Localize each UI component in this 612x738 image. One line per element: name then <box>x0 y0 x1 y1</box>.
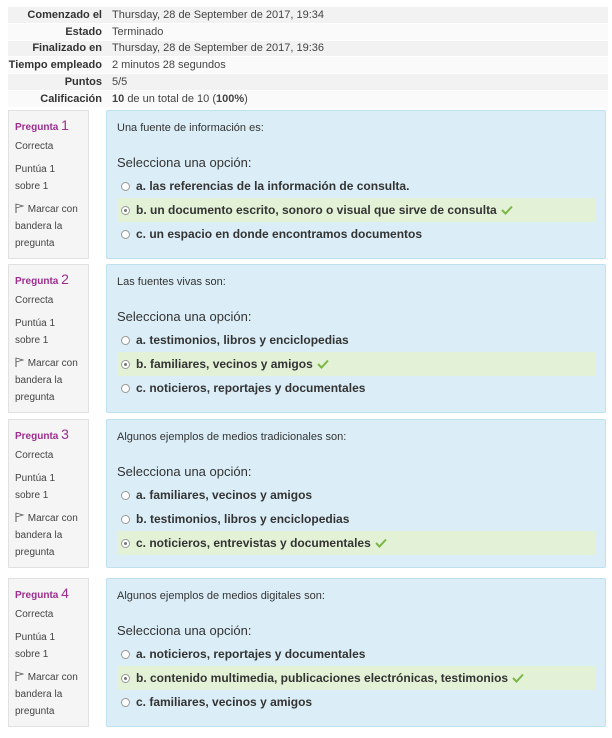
grade-middle: de un total de 10 ( <box>127 92 216 105</box>
answer-option[interactable] <box>117 174 595 198</box>
answer-list <box>117 483 595 555</box>
answer-option[interactable] <box>117 642 595 666</box>
summary-label: Estado <box>65 25 102 38</box>
radio-button-checked[interactable] <box>121 539 130 548</box>
attempt-summary-table <box>8 6 608 107</box>
answer-label: c. noticieros, reportajes y documentales <box>136 381 366 395</box>
flag-question-link[interactable] <box>15 201 82 252</box>
check-icon <box>375 538 387 548</box>
question-text: Las fuentes vivas son: <box>117 276 226 288</box>
question-number <box>15 426 82 445</box>
question-info <box>8 419 89 568</box>
summary-row-finished <box>8 40 608 57</box>
flag-icon <box>15 203 25 213</box>
answer-label: a. las referencias de la información de consulta. <box>136 179 410 193</box>
check-icon <box>512 673 524 683</box>
answer-label: a. noticieros, reportajes y documentales <box>136 647 366 661</box>
question-text: Una fuente de información es: <box>117 122 264 134</box>
radio-button-checked[interactable] <box>121 674 130 683</box>
question-info <box>8 264 89 413</box>
answer-label: c. un espacio en donde encontramos documentos <box>136 227 423 241</box>
summary-label: Puntos <box>64 76 102 89</box>
summary-value: Thursday, 28 de September de 2017, 19:36 <box>112 42 324 55</box>
question-info <box>8 578 89 727</box>
summary-value: Thursday, 28 de September de 2017, 19:34 <box>112 8 324 21</box>
question-grade: Puntúa 1 sobre 1 <box>15 632 56 660</box>
flag-icon <box>15 357 25 367</box>
answer-label: c. noticieros, entrevistas y documentales <box>136 536 371 550</box>
question-content <box>106 110 606 259</box>
summary-value <box>108 93 248 105</box>
summary-value: 5/5 <box>112 76 128 89</box>
answer-option[interactable] <box>117 690 595 714</box>
radio-button-checked[interactable] <box>121 360 130 369</box>
radio-button[interactable] <box>121 650 130 659</box>
flag-icon <box>15 512 25 522</box>
answer-option[interactable] <box>117 222 595 246</box>
answer-label: b. contenido multimedia, publicaciones electrónicas, testimonios <box>136 671 509 685</box>
answer-label: a. familiares, vecinos y amigos <box>136 488 313 502</box>
summary-label: Finalizado en <box>32 42 102 55</box>
question-grade: Puntúa 1 sobre 1 <box>15 164 56 192</box>
question-state: Correcta <box>15 609 54 620</box>
question-number-value: 2 <box>61 271 69 287</box>
answer-prompt: Selecciona una opción: <box>117 309 252 324</box>
question-label: Pregunta <box>15 431 59 442</box>
flag-question-link[interactable] <box>15 510 82 561</box>
question-number <box>15 271 82 290</box>
question-info <box>8 110 89 259</box>
flag-question-link[interactable] <box>15 669 82 720</box>
question-state: Correcta <box>15 295 54 306</box>
radio-button[interactable] <box>121 182 130 191</box>
radio-button[interactable] <box>121 384 130 393</box>
summary-label: Tiempo empleado <box>8 59 102 72</box>
answer-label: b. familiares, vecinos y amigos <box>136 357 313 371</box>
question-state: Correcta <box>15 141 54 152</box>
answer-option[interactable] <box>117 507 595 531</box>
summary-row-started <box>8 6 608 23</box>
flag-label: Marcar con bandera la pregunta <box>15 672 78 717</box>
summary-row-state <box>8 23 608 40</box>
question-state: Correcta <box>15 450 54 461</box>
grade-end: ) <box>244 92 248 105</box>
grade-score: 10 <box>112 92 125 105</box>
question-text: Algunos ejemplos de medios tradicionales son: <box>117 431 347 443</box>
answer-option[interactable] <box>117 328 595 352</box>
check-icon <box>317 359 329 369</box>
answer-list <box>117 328 595 400</box>
question-content <box>106 419 606 568</box>
answer-list <box>117 174 595 246</box>
question-number-value: 1 <box>61 117 69 133</box>
answer-option-correct[interactable] <box>117 198 595 222</box>
summary-row-grade <box>8 90 608 107</box>
summary-row-marks <box>8 73 608 90</box>
flag-label: Marcar con bandera la pregunta <box>15 513 78 558</box>
flag-label: Marcar con bandera la pregunta <box>15 204 78 249</box>
question-content <box>106 578 606 727</box>
answer-option-correct[interactable] <box>117 352 595 376</box>
summary-value: 2 minutos 28 segundos <box>112 59 226 72</box>
answer-prompt: Selecciona una opción: <box>117 464 252 479</box>
answer-prompt: Selecciona una opción: <box>117 155 252 170</box>
question-label: Pregunta <box>15 276 59 287</box>
question-number <box>15 585 82 604</box>
question-content <box>106 264 606 413</box>
answer-option[interactable] <box>117 483 595 507</box>
flag-question-link[interactable] <box>15 355 82 406</box>
answer-option[interactable] <box>117 376 595 400</box>
answer-prompt: Selecciona una opción: <box>117 623 252 638</box>
question-grade: Puntúa 1 sobre 1 <box>15 473 56 501</box>
answer-list <box>117 642 595 714</box>
question-label: Pregunta <box>15 590 59 601</box>
radio-button[interactable] <box>121 230 130 239</box>
check-icon <box>501 205 513 215</box>
question-grade: Puntúa 1 sobre 1 <box>15 318 56 346</box>
summary-label: Comenzado el <box>27 8 102 21</box>
question-label: Pregunta <box>15 122 59 133</box>
answer-label: b. un documento escrito, sonoro o visual que sirve de consulta <box>136 203 497 217</box>
answer-label: a. testimonios, libros y enciclopedias <box>136 333 349 347</box>
summary-value: Terminado <box>112 25 164 38</box>
answer-label: c. familiares, vecinos y amigos <box>136 695 313 709</box>
answer-option-correct[interactable] <box>117 531 595 555</box>
radio-button[interactable] <box>121 698 130 707</box>
radio-button-checked[interactable] <box>121 206 130 215</box>
grade-percent: 100% <box>216 92 245 105</box>
radio-button[interactable] <box>121 515 130 524</box>
flag-label: Marcar con bandera la pregunta <box>15 358 78 403</box>
summary-label: Calificación <box>40 92 102 105</box>
question-number-value: 4 <box>61 585 69 601</box>
question-number-value: 3 <box>61 426 69 442</box>
answer-label: b. testimonios, libros y enciclopedias <box>136 512 350 526</box>
summary-row-time-taken <box>8 56 608 73</box>
answer-option-correct[interactable] <box>117 666 595 690</box>
radio-button[interactable] <box>121 336 130 345</box>
question-number <box>15 117 82 136</box>
radio-button[interactable] <box>121 491 130 500</box>
flag-icon <box>15 671 25 681</box>
question-text: Algunos ejemplos de medios digitales son: <box>117 590 325 602</box>
